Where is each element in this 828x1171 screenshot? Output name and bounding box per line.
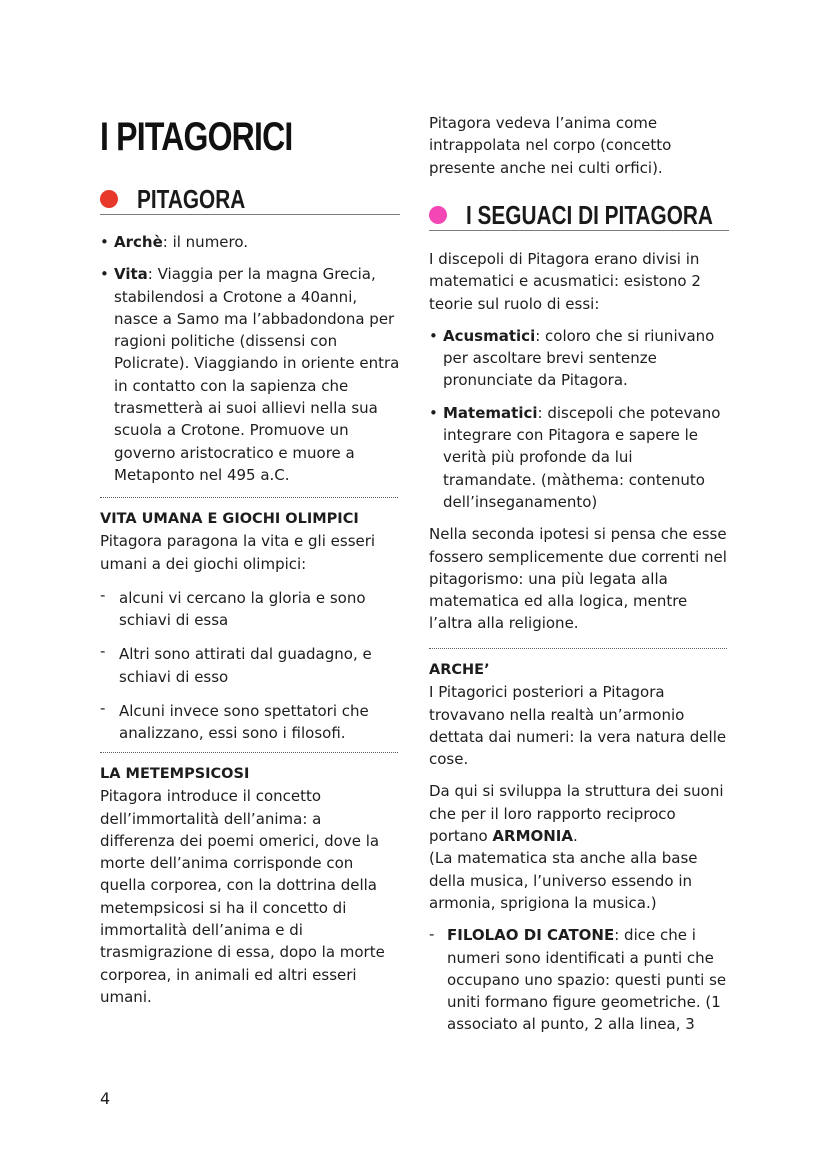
dash-icon: - [429,925,435,944]
vita-label: Vita [114,265,148,284]
arche-section [429,659,729,1036]
red-dot-icon [100,190,118,208]
seguaci-intro: I discepoli di Pitagora erano divisi in matematici e acusmatici: esistono 2 teorie sul ruolo di essi: [429,250,701,313]
arche-text-2: Da qui si sviluppa la struttura dei suoni che per il loro rapporto reciproco portano ARMONIA. [429,782,724,846]
bullet-dot-icon: • [429,326,438,345]
dash-icon: - [100,642,106,661]
arche-label: Archè [114,233,163,251]
dotted-divider [429,648,727,649]
bullet-dot-icon: • [100,233,109,251]
section-heading-pitagora [100,178,400,215]
bullet-matematici: • Matematici: discepoli che potevano integrare con Pitagora e sapere le verità più profonde da lui tramandate. (màthema: contenuto dell’inseganamento) [429,403,721,511]
seguaci-second-hypothesis: Nella seconda ipotesi si pensa che esse fossero semplicemente due correnti nel pitagorismo: una più legata alla matematica ed alla logica, mentre l’altra alla religione. [429,525,727,633]
dash-icon: - [100,699,106,718]
dash-icon: - [100,585,106,604]
seguaci-content [429,248,729,635]
bullet-acusmatici: • Acusmatici: coloro che si riunivano per ascoltare brevi sentenze pronunciate da Pitagora. [429,326,715,390]
dotted-divider [100,497,398,498]
vita-umana-heading: VITA UMANA E GIOCHI OLIMPICI [100,511,359,527]
list-item: - Altri sono attirati dal guadagno, e schiavi di esso [100,642,372,686]
section-heading-seguaci [429,194,729,231]
metempsicosi-section [100,763,400,1008]
metempsicosi-text: Pitagora introduce il concetto dell’immortalità dell’anima: a differenza dei poemi omerici, dove la morte dell’anima corrisponde con quella corporea, con la dottrina della metempsicosi si ha il concetto di immortalità dell’anima e di trasmigrazione di essa, dopo la morte corporea, in animali ed altri esseri umani. [100,787,385,1006]
arche-text: : il numero. [162,233,249,251]
page-number: 4 [100,1089,111,1108]
pitagora-bullets [100,231,400,486]
section-heading-label: I SEGUACI DI PITAGORA [466,200,713,230]
vita-text: : Viaggia per la magna Grecia, stabilendosi a Crotone a 40anni, nasce a Samo ma l’abbadondona per ragioni politiche (dissensi con Policrate). Viaggiando in oriente entra in contatto con la sapienza che trasmetterà ai suoi allievi nella sua scuola a Crotone. Promuove un governo aristocratico e muore a Metaponto nel 495 a.C. [114,265,400,484]
armonia-bold: ARMONIA [492,827,573,846]
list-item: - Alcuni invece sono spettatori che analizzano, essi sono i filosofi. [100,699,369,743]
vita-umana-section [100,508,400,745]
section-heading-label: PITAGORA [137,184,246,214]
metempsicosi-heading: LA METEMPSICOSI [100,766,250,782]
arche-text-1: I Pitagorici posteriori a Pitagora trovavano nella realtà un’armonio dettata dai numeri: la vera natura delle cose. [429,683,727,769]
arche-text-3: (La matematica sta anche alla base della musica, l’universo essendo in armonia, sprigiona la musica.) [429,849,698,912]
dotted-divider [100,752,398,753]
arche-heading: ARCHE’ [429,662,490,678]
right-intro-text: Pitagora vedeva l’anima come intrappolata nel corpo (concetto presente anche nei culti orfici). [429,114,672,177]
bullet-vita [100,263,400,486]
bullet-dot-icon: • [100,265,109,284]
right-intro [429,112,729,179]
bullet-dot-icon: • [429,403,438,422]
list-item: - alcuni vi cercano la gloria e sono schiavi di essa [100,585,366,630]
vita-umana-intro: Pitagora paragona la vita e gli esseri umani a dei giochi olimpici: [100,532,376,573]
page-title: I PITAGORICI [100,115,293,159]
list-item-filolao: - FILOLAO DI CATONE: dice che i numeri sono identificati a punti che occupano uno spazio: questi punti se uniti formano figure geometriche. (1 associato al punto, 2 alla linea, 3 [429,925,727,1034]
pink-dot-icon [429,206,447,224]
bullet-arche [100,231,400,253]
